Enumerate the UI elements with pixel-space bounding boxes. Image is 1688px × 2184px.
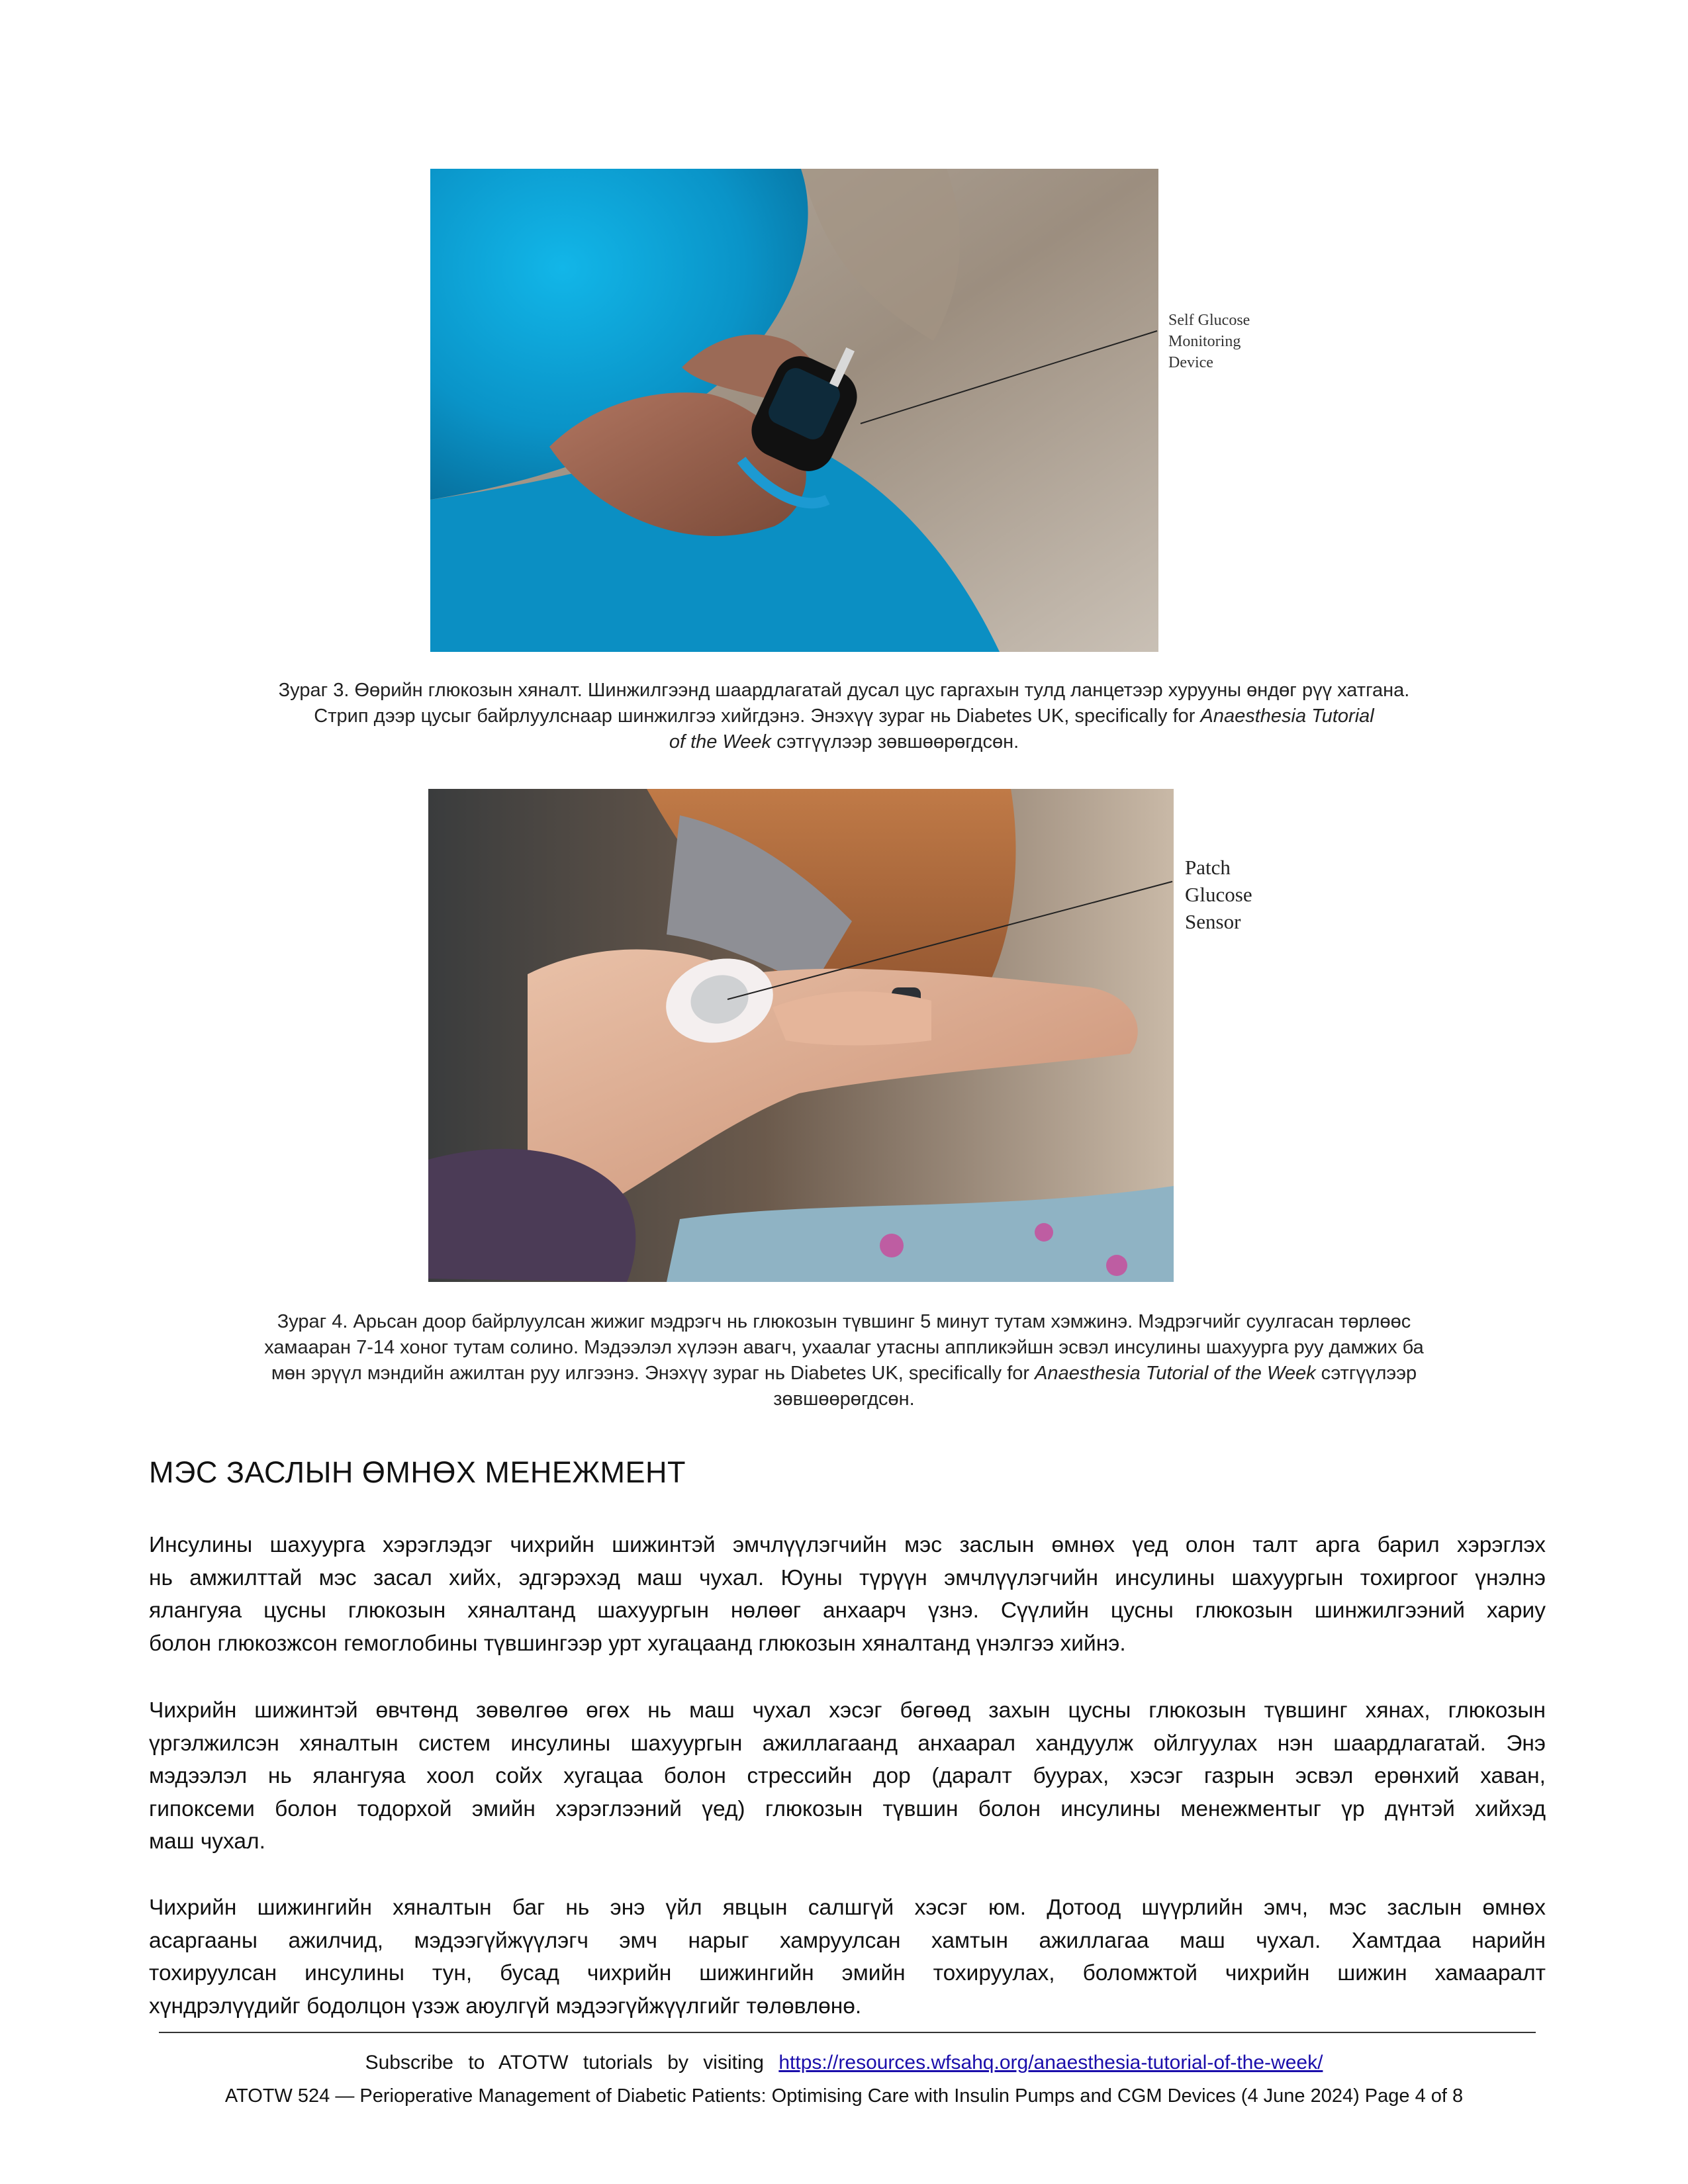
footer-divider <box>159 2032 1536 2033</box>
glucose-meter-illustration <box>430 169 1158 652</box>
figure-3-caption: Зураг 3. Өөрийн глюкозын хяналт. Шинжилгээнд шаардлагатай дусал цус гаргахын тулд ланцетээр хурууны өндөг рүү хатгана. Стрип дээр цусыг байрлуулснаар шинжилгээ хийгдэнэ. Энэхүү зураг нь Diabetes UK, specifically for Anaesthesia Tutorial of the Week сэтгүүлээр зөвшөөрөгдсөн. <box>278 680 1410 752</box>
figure-3-device-label: Self Glucose Monitoring Device <box>1168 312 1250 371</box>
paragraph-3: Чихрийн шижингийн хяналтын баг нь энэ үйл явцын салшгүй хэсэг юм. Дотоод шүүрлийн эмч, мэс заслын өмнөх асаргааны ажилчид, мэдээгүйжүүлэгч эмч нарыг хамруулсан хамтын ажиллагаа маш чухал. Хамтдаа нарийн тохируулсан инсулины тун, бусад чихрийн шижингийн эмийн тохируулах, боломжтой чихрийн шижин хамааралт хүндрэлүүдийг бодолцон үзэж аюулгүй мэдээгүйжүүлгийг төлөвлөнө. <box>149 1895 1546 2019</box>
patch-sensor-illustration <box>428 789 1174 1282</box>
paragraph-1: Инсулины шахуурга хэрэглэдэг чихрийн шижинтэй эмчлүүлэгчийн мэс заслын өмнөх үед олон талт арга барил хэрэглэх нь амжилттай мэс засал хийх, эдгэрэхэд маш чухал. Юуны түрүүн эмчлүүлэгчийн инсулины шахуургын тохиргоог үнэлнэ ялангуяа цусны глюкозын хяналтанд шахуургын нөлөөг анхаарч үзнэ. Сүүлийн цусны глюкозын шинжилгээний хариу болон глюкозжсон гемоглобины түвшингээр урт хугацаанд глюкозын хяналтанд үнэлгээ хийнэ. <box>149 1533 1546 1656</box>
section-heading: МЭС ЗАСЛЫН ӨМНӨХ МЕНЕЖМЕНТ <box>149 1455 686 1489</box>
footer-tutorial-link[interactable]: https://resources.wfsahq.org/anaesthesia-tutorial-of-the-week/ <box>778 2052 1323 2073</box>
figure-3-photo <box>430 169 1158 652</box>
figure-4-sensor-label: Patch Glucose Sensor <box>1185 856 1252 933</box>
paragraph-2: Чихрийн шижинтэй өвчтөнд зөвөлгөө өгөх нь маш чухал хэсэг бөгөөд захын цусны глюкозын түвшинг хянах, глюкозын үргэлжилсэн хяналтын систем инсулины шахуургын ажиллагаанд анхаарал хандуулж ойлгуулах нэн шаардлагатай. Энэ мэдээлэл нь ялангуяа хоол сойх хугацаа болон стрессийн дор (даралт буурах, хэсэг газрын эсвэл ерөнхий хаван, гипоксеми болон тодорхой эмийн хэрэглээний үед) глюкозын түвшин болон инсулины менежментыг үр дүнтэй хийхэд маш чухал. <box>149 1698 1546 1854</box>
footer-subscribe: Subscribe to ATOTW tutorials by visiting https://resources.wfsahq.org/anaesthesia-tutorial-of-the-week/ <box>365 2052 1323 2073</box>
footer-page-info: ATOTW 524 — Perioperative Management of Diabetic Patients: Optimising Care with Insulin Pumps and CGM Devices (4 June 2024) Page 4 of 8 <box>224 2085 1464 2107</box>
figure-4-caption: Зураг 4. Арьсан доор байрлуулсан жижиг мэдрэгч нь глюкозын түвшинг 5 минут тутам хэмжинэ. Мэдрэгчийг суулгасан төрлөөс хамааран 7-14 хоног тутам солино. Мэдээлэл хүлээн авагч, ухаалаг утасны аппликэйшн эсвэл инсулины шахуурга руу дамжих ба мөн эрүүл мэндийн ажилтан руу илгээнэ. Энэхүү зураг нь Diabetes UK, specifically for Anaesthesia Tutorial of the Week сэтгүүлээр зөвшөөрөгдсөн. <box>264 1311 1424 1410</box>
figure-4-photo <box>428 789 1174 1282</box>
